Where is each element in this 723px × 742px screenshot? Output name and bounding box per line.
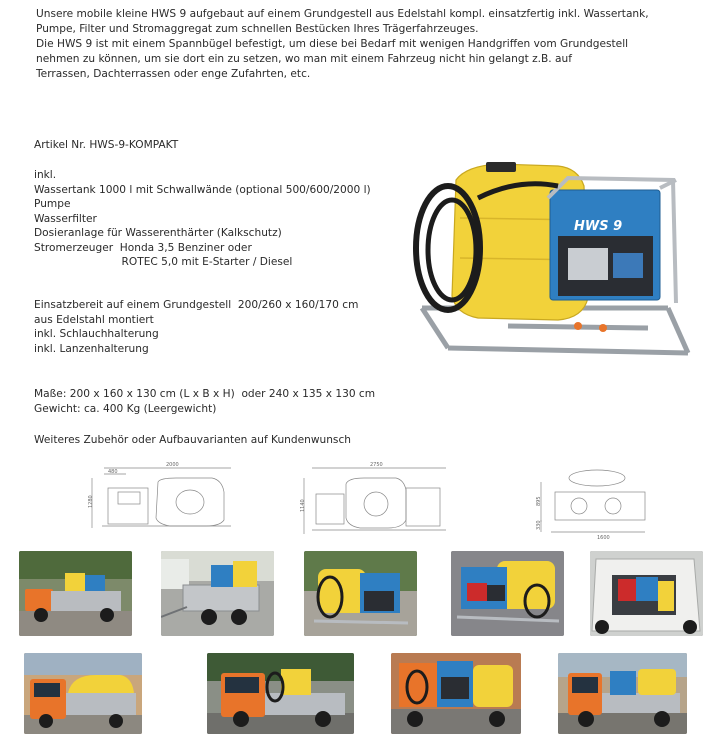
technical-drawing-rear: [527, 462, 652, 540]
drawing-3-height-label: 895: [536, 496, 542, 506]
includes-list: [34, 168, 434, 270]
drawing-3-width-label: 1600: [597, 535, 610, 540]
intro-line: Pumpe, Filter und Stromaggregat zum schnellen Bestücken Ihres Trägerfahrzeuges.: [36, 23, 479, 36]
dimensions-line: Maße: 200 x 160 x 130 cm (L x B x H) oder 240 x 135 x 130 cm: [34, 388, 376, 400]
intro-line: nehmen zu können, um sie dort ein zu setzen, wo man mit einem Fahrzeug nicht hin gelangt z.B. auf: [36, 53, 572, 66]
drawing-2-width-label: 2750: [370, 462, 383, 468]
photo-van-interior: [590, 551, 703, 636]
technical-drawing-side: [86, 462, 236, 532]
drawing-3-sub-label: 330: [536, 520, 542, 530]
includes-heading: inkl.: [34, 169, 57, 181]
drawing-1-sub-label: 480: [108, 469, 118, 475]
photo-unit-generator: [451, 551, 564, 636]
technical-drawing-front: [298, 462, 448, 540]
drawing-1-height-label: 1280: [88, 495, 94, 508]
photo-utility-vehicle-side: [558, 653, 687, 734]
readiness-line: Einsatzbereit auf einem Grundgestell 200/260 x 160/170 cm: [34, 299, 359, 311]
readiness-line: aus Edelstahl montiert: [34, 313, 154, 326]
intro-line: Unsere mobile kleine HWS 9 aufgebaut auf einem Grundgestell aus Edelstahl kompl. einsatzfertig inkl. Wassertank,: [36, 8, 649, 20]
hws9-unit-label: HWS 9: [574, 219, 623, 234]
accessories-note: Weiteres Zubehör oder Aufbauvarianten auf Kundenwunsch: [34, 434, 351, 446]
intro-line: Terrassen, Dachterrassen oder enge Zufahrten, etc.: [36, 68, 311, 81]
photo-orange-truck-front: [24, 653, 142, 734]
includes-item: Dosieranlage für Wasserenthärter (Kalkschutz): [34, 227, 282, 239]
readiness-line: inkl. Schlauchhalterung: [34, 328, 159, 340]
includes-item: ROTEC 5,0 mit E-Starter / Diesel: [34, 256, 293, 268]
includes-item: Stromerzeuger Honda 3,5 Benziner oder: [34, 241, 252, 254]
drawing-2-height-label: 1140: [300, 499, 306, 512]
product-hero-image: [408, 158, 698, 373]
photo-utility-vehicle-rear: [391, 653, 521, 734]
includes-item: Wassertank 1000 l mit Schwallwände (optional 500/600/2000 l): [34, 183, 371, 196]
photo-pickup-truck: [19, 551, 132, 636]
intro-paragraph: [36, 7, 716, 82]
dimensions-block: [34, 387, 434, 416]
readiness-block: [34, 298, 434, 356]
readiness-line: inkl. Lanzenhalterung: [34, 342, 149, 355]
photo-trailer: [161, 551, 274, 636]
intro-line: Die HWS 9 ist mit einem Spannbügel befestigt, um diese bei Bedarf mit wenigen Handgriffen vom Grundgestell: [36, 38, 629, 51]
photo-unit-outdoor: [304, 551, 417, 636]
includes-item: Pumpe: [34, 198, 71, 210]
photo-orange-truck-street: [207, 653, 354, 734]
drawing-1-width-label: 2000: [166, 462, 179, 468]
includes-item: Wasserfilter: [34, 212, 97, 225]
article-number: Artikel Nr. HWS-9-KOMPAKT: [34, 139, 179, 151]
weight-line: Gewicht: ca. 400 Kg (Leergewicht): [34, 402, 217, 415]
